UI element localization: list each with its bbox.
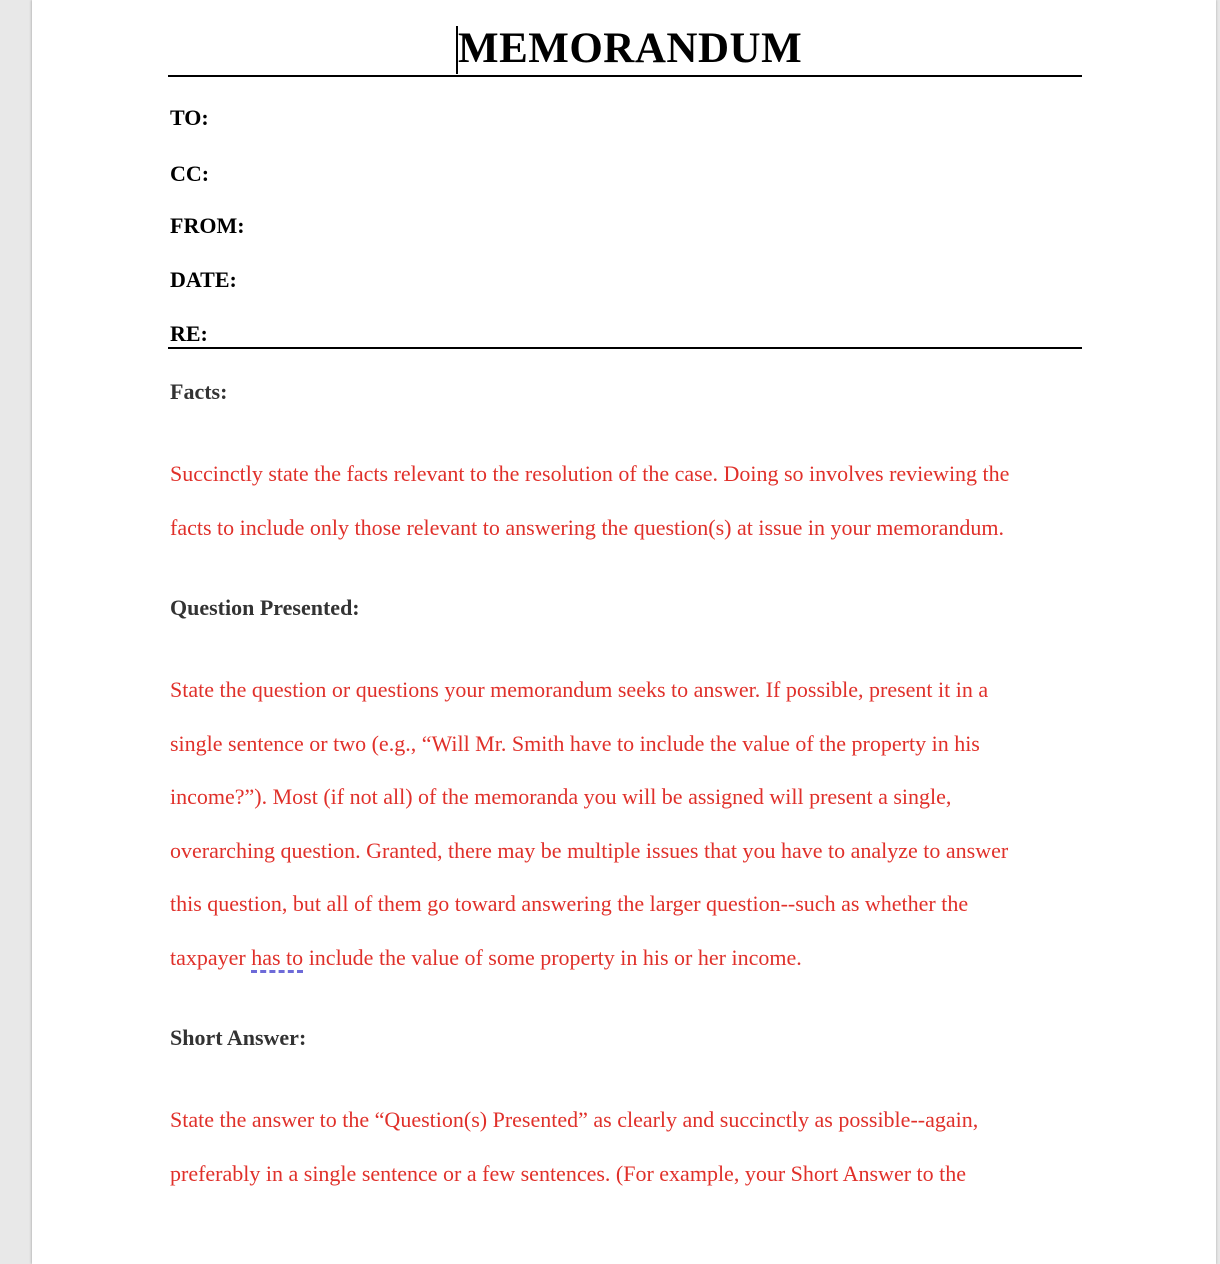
grammar-flagged-text[interactable]: has to: [251, 944, 304, 970]
facts-line: facts to include only those relevant to answering the question(s) at issue in your memorandum.: [170, 514, 1004, 540]
question-line: single sentence or two (e.g., “Will Mr. Smith have to include the value of the property in his: [170, 730, 980, 756]
from-field-label[interactable]: FROM:: [170, 213, 245, 238]
header-divider: [168, 347, 1082, 349]
facts-line: Succinctly state the facts relevant to the resolution of the case. Doing so involves reviewing the: [170, 461, 1010, 486]
question-presented-paragraph[interactable]: [170, 663, 1082, 985]
short-answer-line: State the answer to the “Question(s) Presented” as clearly and succinctly as possible--again,: [170, 1107, 979, 1132]
short-answer-line: preferably in a single sentence or a few sentences. (For example, your Short Answer to the: [170, 1160, 967, 1186]
document-page: [32, 0, 1216, 1264]
facts-paragraph[interactable]: [170, 447, 1082, 554]
question-line-segment: include the value of some property in his or her income.: [303, 944, 802, 970]
question-line-last: [170, 931, 1082, 985]
question-line: State the question or questions your memorandum seeks to answer. If possible, present it in a: [170, 677, 989, 702]
short-answer-paragraph[interactable]: [170, 1093, 1082, 1200]
re-field-label[interactable]: RE:: [170, 321, 208, 346]
memo-title[interactable]: MEMORANDUM: [458, 25, 803, 72]
question-line: this question, but all of them go toward answering the larger question--such as whether the: [170, 891, 969, 917]
question-line-segment: taxpayer: [170, 944, 252, 970]
question-line: income?”). Most (if not all) of the memoranda you will be assigned will present a single,: [170, 784, 952, 810]
date-field-label[interactable]: DATE:: [170, 267, 237, 292]
title-block: [168, 24, 1082, 77]
facts-heading[interactable]: Facts:: [170, 379, 228, 404]
question-presented-heading[interactable]: Question Presented:: [170, 595, 360, 620]
question-line: overarching question. Granted, there may be multiple issues that you have to analyze to answer: [170, 837, 1009, 863]
cc-field-label[interactable]: CC:: [170, 161, 210, 186]
to-field-label[interactable]: TO:: [170, 105, 209, 130]
short-answer-heading[interactable]: Short Answer:: [170, 1025, 307, 1050]
